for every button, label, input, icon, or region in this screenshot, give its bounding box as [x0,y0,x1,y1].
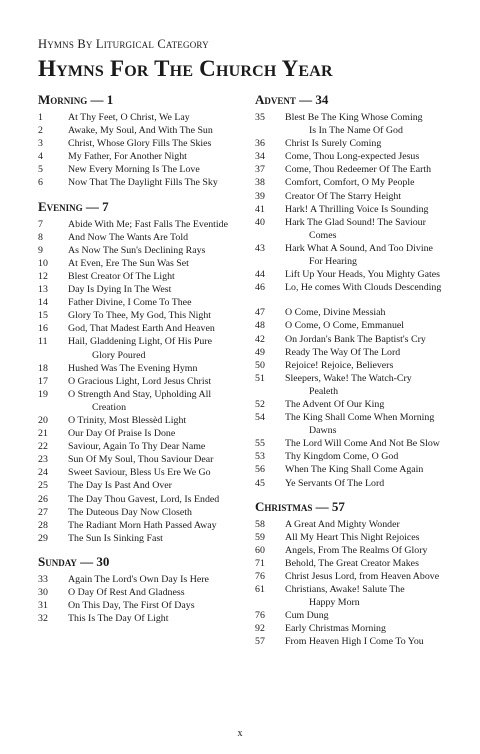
hymn-title: Day Is Dying In The West [68,284,172,296]
hymn-title: Christ Jesus Lord, from Heaven Above [285,571,440,582]
hymn-title: Comfort, Comfort, O My People [285,177,415,189]
hymn-title: Hushed Was The Evening Hymn [68,362,198,374]
hymn-title: The Day Is Past And Over [68,480,172,492]
section-heading: Evening — 7 [38,198,109,214]
hymn-title: Christians, Awake! Salute The [285,584,405,596]
hymn-number: 49 [255,346,265,358]
hymn-title: Cum Dung [285,610,329,622]
hymn-entry-continuation [255,124,460,137]
hymn-number: 3 [38,138,43,150]
hymn-entry [255,437,460,450]
hymn-title: O Strength And Stay, Upholding All [68,388,212,400]
hymn-entry [255,635,460,648]
hymn-entry [38,309,242,322]
hymn-title: Awake, My Soul, And With The Sun [68,125,213,137]
indent-spacer [255,255,285,268]
hymn-title: Angels, From The Realms Of Glory [285,544,428,556]
section-heading: Advent — 34 [255,92,329,107]
hymn-entry [38,322,242,335]
hymn-title: The Advent Of Our King [285,398,385,410]
hymn-entry [38,231,242,244]
hymn-entry [38,453,242,466]
hymn-entry [38,335,242,348]
hymn-title: The Duteous Day Now Closeth [68,506,192,518]
hymn-number: 33 [38,573,48,585]
hymn-entry [255,477,460,490]
hymn-number: 24 [38,467,48,479]
hymn-number: 29 [38,532,48,544]
hymn-number: 15 [38,310,48,322]
hymn-title: Rejoice! Rejoice, Believers [285,359,394,371]
hymn-entry [255,463,460,476]
hymn-entry [38,414,242,427]
hymn-entry [38,519,242,532]
hymn-title: Ye Servants Of The Lord [285,477,385,489]
hymn-entry [255,268,460,281]
hymn-title-continuation: Dawns [309,425,337,437]
hymn-number: 1 [38,112,43,123]
hymn-entry [38,612,242,625]
hymn-entry [255,216,460,229]
hymn-number: 58 [255,518,265,530]
hymn-title: This Is The Day Of Light [68,613,169,625]
hymn-title: As Now The Sun's Declining Rays [68,244,206,256]
hymn-entry-continuation [255,255,460,268]
section-sunday [38,554,242,625]
hymn-title: Hark! A Thrilling Voice Is Sounding [285,203,429,215]
indent-spacer [255,229,285,242]
hymn-entry [255,622,460,635]
hymn-number: 54 [255,412,265,424]
hymn-number: 48 [255,320,265,332]
hymn-title-continuation: Is In The Name Of God [309,125,403,137]
hymn-title: New Every Morning Is The Love [68,164,200,176]
hymn-entry [255,111,460,124]
hymn-number: 30 [38,587,48,598]
hymn-title: The Sun Is Sinking Fast [68,532,163,544]
hymn-title: Creator Of The Starry Height [285,190,402,202]
hymn-entry-continuation [255,424,460,437]
hymn-title: Blest Creator Of The Light [68,270,175,282]
hymn-title: Now That The Daylight Fills The Sky [68,177,218,189]
hymn-entry [255,306,460,319]
hymn-entry [255,450,460,463]
hymn-title: Sweet Saviour, Bless Us Ere We Go [68,467,211,479]
hymn-title: My Father, For Another Night [68,151,187,163]
hymn-number: 12 [38,270,48,282]
hymn-title-continuation: For Hearing [309,256,357,268]
hymn-number: 26 [38,493,48,505]
hymn-title: God, That Madest Earth And Heaven [68,323,215,335]
hymn-title: When The King Shall Come Again [285,464,424,476]
hymn-title: Hark The Glad Sound! The Saviour [285,216,426,228]
hymn-title: Sleepers, Wake! The Watch-Cry [285,372,412,384]
hymn-entry [255,518,460,531]
indent-spacer [38,401,68,414]
hymn-title: Early Christmas Morning [285,623,386,635]
hymn-entry [255,557,460,570]
hymn-number: 42 [255,333,265,345]
hymn-entry [255,570,460,583]
hymn-title: Again The Lord's Own Day Is Here [68,573,209,585]
hymn-title: Our Day Of Praise Is Done [68,428,176,440]
hymn-number: 27 [38,506,48,518]
hymn-number: 56 [255,464,265,476]
hymn-number: 14 [38,297,48,309]
hymn-number: 76 [255,610,265,622]
hymn-number: 19 [38,388,48,400]
hymn-title: O Come, O Come, Emmanuel [285,320,405,332]
hymn-number: 76 [255,571,265,582]
hymn-entry [38,257,242,270]
hymn-title: O Day Of Rest And Gladness [68,587,185,598]
hymn-number: 32 [38,613,48,625]
hymn-entry-continuation [255,385,460,398]
indent-spacer [38,349,68,362]
hymn-number: 53 [255,451,265,463]
hymn-title-continuation: Pealeth [309,385,339,397]
hymn-number: 45 [255,477,265,489]
hymn-title-continuation: Happy Morn [309,597,360,609]
hymn-number: 35 [255,112,265,123]
hymn-entry [38,388,242,401]
hymn-title: The Lord Will Come And Not Be Slow [285,438,440,450]
indent-spacer [255,385,285,398]
hymn-title: At Thy Feet, O Christ, We Lay [68,112,190,123]
hymn-title: The King Shall Come When Morning [285,412,435,424]
hymn-number: 9 [38,244,43,256]
hymn-number: 39 [255,190,265,202]
hymn-entry [38,599,242,612]
hymn-number: 37 [255,164,265,176]
hymn-title: Come, Thou Long-expected Jesus [285,151,420,163]
hymn-number: 4 [38,151,43,163]
list-spacer [255,294,460,306]
hymn-number: 25 [38,480,48,492]
hymn-title: And Now The Wants Are Told [68,231,189,243]
hymn-number: 17 [38,375,48,387]
right-column [255,92,460,658]
hymn-number: 38 [255,177,265,189]
hymn-title: Christ, Whose Glory Fills The Skies [68,138,212,150]
hymn-number: 43 [255,242,265,254]
hymn-entry-continuation [38,401,242,414]
hymn-title-continuation: Glory Poured [92,349,146,361]
hymn-number: 13 [38,284,48,296]
hymn-entry [38,506,242,519]
hymn-entry [255,609,460,622]
hymn-title: Saviour, Again To Thy Dear Name [68,441,206,453]
page-number: x [237,728,243,739]
hymn-title: Thy Kingdom Come, O God [285,451,399,463]
hymn-number: 50 [255,359,265,371]
hymn-number: 60 [255,544,265,556]
indent-spacer [255,424,285,437]
hymn-title: The Day Thou Gavest, Lord, Is Ended [68,493,220,505]
hymn-entry [38,111,242,124]
hymn-entry [38,218,242,231]
hymn-entry [38,283,242,296]
hymn-entry-continuation [255,596,460,609]
hymn-entry [255,242,460,255]
section-morning [38,92,242,190]
hymn-entry [255,372,460,385]
section-evening [38,199,242,545]
hymn-entry [38,150,242,163]
hymn-title-continuation: Creation [92,401,127,413]
section-heading: Christmas — 57 [255,498,345,514]
hymn-title: Father Divine, I Come To Thee [68,297,192,309]
hymn-title: On This Day, The First Of Days [68,600,195,612]
hymn-number: 22 [38,441,48,453]
hymn-entry-continuation [38,349,242,362]
hymn-title-continuation: Comes [309,229,337,241]
running-head: Hymns By Liturgical Category [38,37,209,51]
hymn-number: 21 [38,428,48,440]
hymn-number: 31 [38,600,48,612]
hymn-title: Lift Up Your Heads, You Mighty Gates [285,269,440,281]
hymn-number: 18 [38,362,48,374]
hymn-number: 34 [255,151,265,163]
hymn-number: 8 [38,231,43,243]
hymn-title: Blest Be The King Whose Coming [285,112,423,123]
hymn-number: 7 [38,218,43,230]
hymn-entry [38,479,242,492]
hymn-entry [255,583,460,596]
hymn-entry [255,281,460,294]
hymn-entry [255,346,460,359]
hymn-entry [255,150,460,163]
hymn-number: 16 [38,323,48,335]
left-column [38,92,242,634]
hymn-entry [255,411,460,424]
hymn-title: Ready The Way Of The Lord [285,346,401,358]
hymn-entry [255,333,460,346]
hymn-title: On Jordan's Bank The Baptist's Cry [285,333,426,345]
hymn-entry [38,176,242,189]
section-heading: Morning — 1 [38,92,114,107]
hymn-number: 6 [38,177,43,189]
section-christmas [255,499,460,649]
hymn-number: 52 [255,398,265,410]
hymn-entry [38,137,242,150]
hymn-title: From Heaven High I Come To You [285,636,424,648]
hymn-number: 36 [255,138,265,150]
hymn-entry [38,466,242,479]
hymn-number: 92 [255,623,265,635]
hymn-title: Sun Of My Soul, Thou Saviour Dear [68,454,214,466]
hymn-entry [255,544,460,557]
hymn-title: Behold, The Great Creator Makes [285,557,419,569]
hymn-entry [38,244,242,257]
hymn-title: O Gracious Light, Lord Jesus Christ [68,375,212,387]
hymn-entry [38,532,242,545]
hymn-entry [255,359,460,372]
indent-spacer [255,124,285,137]
hymn-title: Come, Thou Redeemer Of The Earth [285,164,432,176]
hymn-number: 2 [38,125,43,137]
hymn-title: Lo, He comes With Clouds Descending [285,282,442,294]
hymn-entry [255,319,460,332]
hymn-title: Abide With Me; Fast Falls The Eventide [68,218,228,230]
hymn-entry [255,531,460,544]
hymn-entry [38,573,242,586]
hymn-title: O Trinity, Most Blessèd Light [68,414,187,426]
hymn-entry [38,362,242,375]
hymn-entry [38,124,242,137]
hymn-entry [38,375,242,388]
hymn-title: A Great And Mighty Wonder [285,518,400,530]
hymn-title: Christ Is Surely Coming [285,138,382,150]
hymn-number: 47 [255,307,265,319]
section-heading: Sunday — 30 [38,553,110,569]
hymn-number: 23 [38,454,48,466]
hymn-number: 71 [255,557,265,569]
hymn-entry [255,203,460,216]
hymn-number: 51 [255,372,265,384]
hymn-entry [255,137,460,150]
hymn-number: 28 [38,519,48,531]
hymn-number: 10 [38,257,48,269]
hymn-title: Hark What A Sound, And Too Divine [285,242,433,254]
hymn-number: 5 [38,164,43,176]
hymn-title: O Come, Divine Messiah [285,307,386,319]
hymn-title: Glory To Thee, My God, This Night [68,310,212,322]
hymn-number: 20 [38,414,48,426]
hymn-entry [38,440,242,453]
page-title: Hymns For The Church Year [38,56,333,81]
hymn-entry [38,586,242,599]
hymn-entry [38,163,242,176]
hymn-number: 44 [255,269,265,281]
hymn-number: 46 [255,282,265,294]
hymn-title: Hail, Gladdening Light, Of His Pure [68,336,212,348]
hymn-number: 57 [255,636,265,648]
hymn-title: All My Heart This Night Rejoices [285,531,420,543]
hymn-number: 41 [255,203,265,215]
hymn-number: 40 [255,216,265,228]
hymn-entry-continuation [255,229,460,242]
hymn-number: 11 [38,336,48,348]
hymn-title: The Radiant Morn Hath Passed Away [68,519,217,531]
hymn-entry [255,398,460,411]
hymn-number: 55 [255,438,265,450]
hymn-number: 59 [255,531,265,543]
hymn-entry [38,493,242,506]
hymn-entry [38,270,242,283]
hymn-entry [255,176,460,189]
hymn-entry [255,190,460,203]
hymn-number: 61 [255,584,265,596]
hymn-entry [38,296,242,309]
hymn-entry [38,427,242,440]
indent-spacer [255,596,285,609]
hymn-entry [255,163,460,176]
section-advent [255,92,460,490]
hymn-title: At Even, Ere The Sun Was Set [68,257,189,269]
